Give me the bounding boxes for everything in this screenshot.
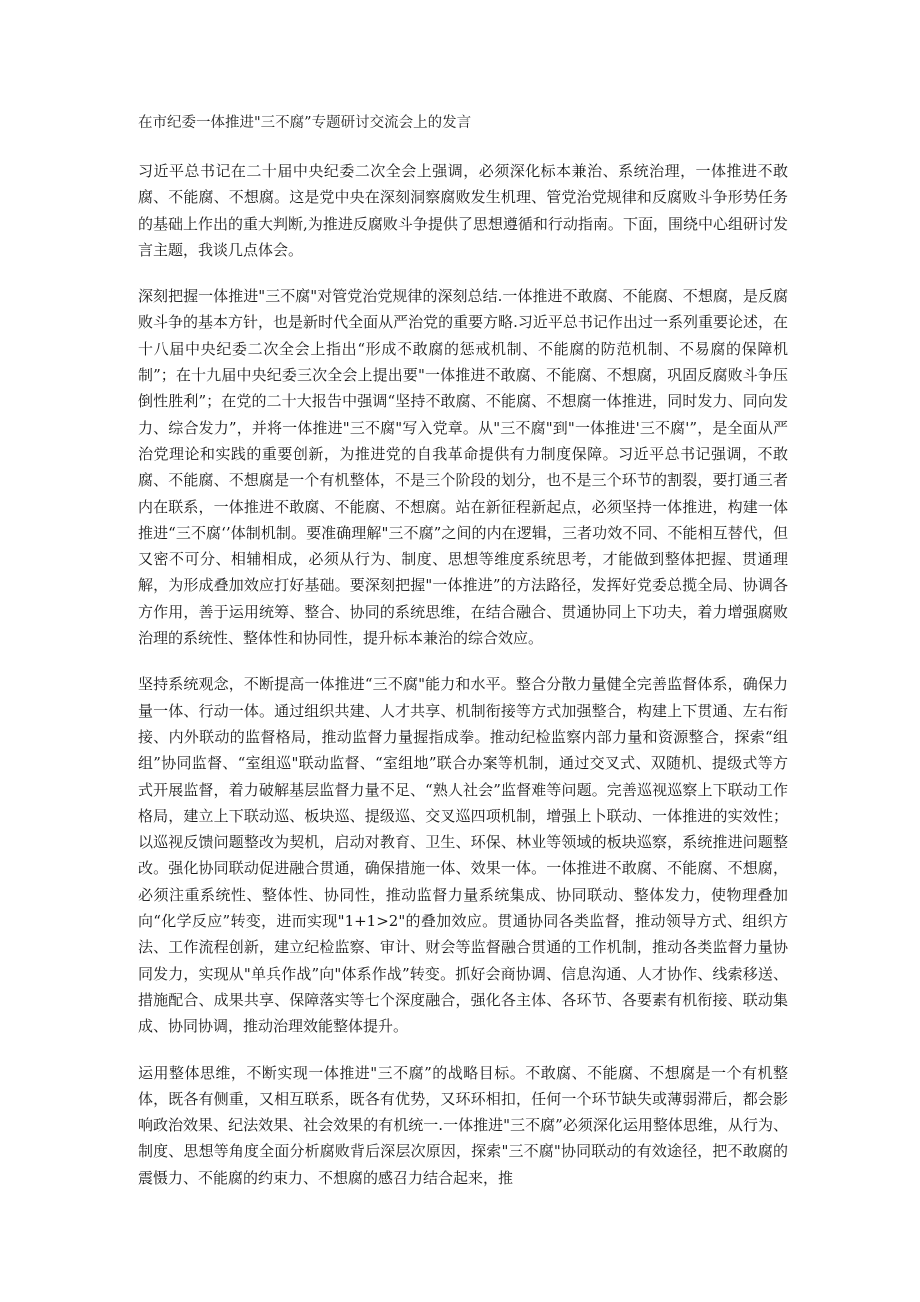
paragraph-holistic-thinking: 运用整体思维，不断实现一体推进"三不腐”的战略目标。不敢腐、不能腐、不想腐是一个有机整体，既各有侧重，又相互联系，既各有优势，又环环相扣，任何一个环节缺失或薄弱滞后，都会影响政治效果、纪法效果、社会效果的有机统一.一体推进"三不腐”必须深化运用整体思维，从行为、制度、思想等角度全面分析腐败背后深层次原因，探索"三不腐"协同联动的有效途径，把不敢腐的震慑力、不能腐的约束力、不想腐的感召力结合起来，推 (138, 1063, 788, 1187)
document-page (138, 110, 788, 1211)
document-title: 在市纪委一体推进"三不腐”专题研讨交流会上的发言 (138, 115, 472, 131)
paragraph-systematic-view: 坚持系统观念，不断提高一体推进“三不腐"能力和水平。整合分散力量健全完善监督体系，确保力量一体、行动一体。通过组织共建、人才共享、机制衔接等方式加强整合，构建上下贯通、左右衔接、内外联动的监督格局，推动监督力量握指成拳。推动纪检监察内部力量和资源整合，探索“组组”协同监督、“室组巡"联动监督、“室组地”联合办案等机制，通过交叉式、双随机、提级式等方式开展监督，着力破解基层监督力量不足、“熟人社会”监督难等问题。完善巡视巡察上下联动工作格局，建立上下联动巡、板块巡、提级巡、交叉巡四项机制，增强上卜联动、一体推进的实效性；以巡视反馈问题整改为契机，启动对教育、卫生、环保、林业等领域的板块巡察，系统推进问题整改。强化协同联动促进融合贯通，确保措施一体、效果一体。一体推进不敢腐、不能腐、不想腐，必须注重系统性、整体性、协同性，推动监督力量系统集成、协同联动、整体发力，使物理叠加向“化学反应”转变，进而实现"1+1>2"的叠加效应。贯通协同各类监督，推动领导方式、组织方法、工作流程创新，建立纪检监察、审计、财会等监督融合贯通的工作机制，推动各类监督力量协同发力，实现从"单兵作战”向"体系作战”转变。抓好会商协调、信息沟通、人才协作、线索移送、措施配合、成果共享、保障落实等七个深度融合，强化各主体、各环节、各要素有机衔接、联动集成、协同协调，推动治理效能整体提升。 (138, 675, 788, 1036)
paragraph-grasp-principle: 深刻把握一体推进"三不腐"对管党治党规律的深刻总结.一体推进不敢腐、不能腐、不想腐，是反腐败斗争的基本方针，也是新时代全面从严治党的重要方略.习近平总书记作出过一系列重要论述，在十八届中央纪委二次全会上指出“形成不敢腐的惩戒机制、不能腐的防范机制、不易腐的保障机制”；在十九届中央纪委三次全会上提出要"一体推进不敢腐、不能腐、不想腐，巩固反腐败斗争压倒性胜利”；在党的二十大报告中强调“坚持不敢腐、不能腐、不想腐一体推进，同时发力、同向发力、综合发力”，并将一体推进"三不腐"写入党章。从"三不腐"到"一体推进'三不腐'”，是全面从严治党理论和实践的重要创新，为推进党的自我革命提供有力制度保障。习近平总书记强调，不敢腐、不能腐、不想腐是一个有机整体，不是三个阶段的划分，也不是三个环节的割裂，要打通三者内在联系，一体推进不敢腐、不能腐、不想腐。站在新征程新起点，必须坚持一体推进，构建一体推进“三不腐‘’体制机制。要准确理解"三不腐”之间的内在逻辑，三者功效不同、不能相互替代，但又密不可分、相辅相成，必须从行为、制度、思想等维度系统思考，才能做到整体把握、贯通理解，为形成叠加效应打好基础。要深刻把握"一体推进”的方法路径，发挥好党委总揽全局、协调各方作用，善于运用统筹、整合、协同的系统思维，在结合融合、贯通协同上下功夫，着力增强腐败治理的系统性、整体性和协同性，提升标本兼治的综合效应。 (138, 287, 788, 648)
paragraph-intro: 习近平总书记在二十届中央纪委二次全会上强调，必须深化标本兼治、系统治理，一体推进不敢腐、不能腐、不想腐。这是党中央在深刻洞察腐败发生机理、管党治党规律和反腐败斗争形势任务的基础上作出的重大判断,为推进反腐败斗争提供了思想遵循和行动指南。下面，围绕中心组研讨发言主题，我谈几点体会。 (138, 162, 788, 259)
